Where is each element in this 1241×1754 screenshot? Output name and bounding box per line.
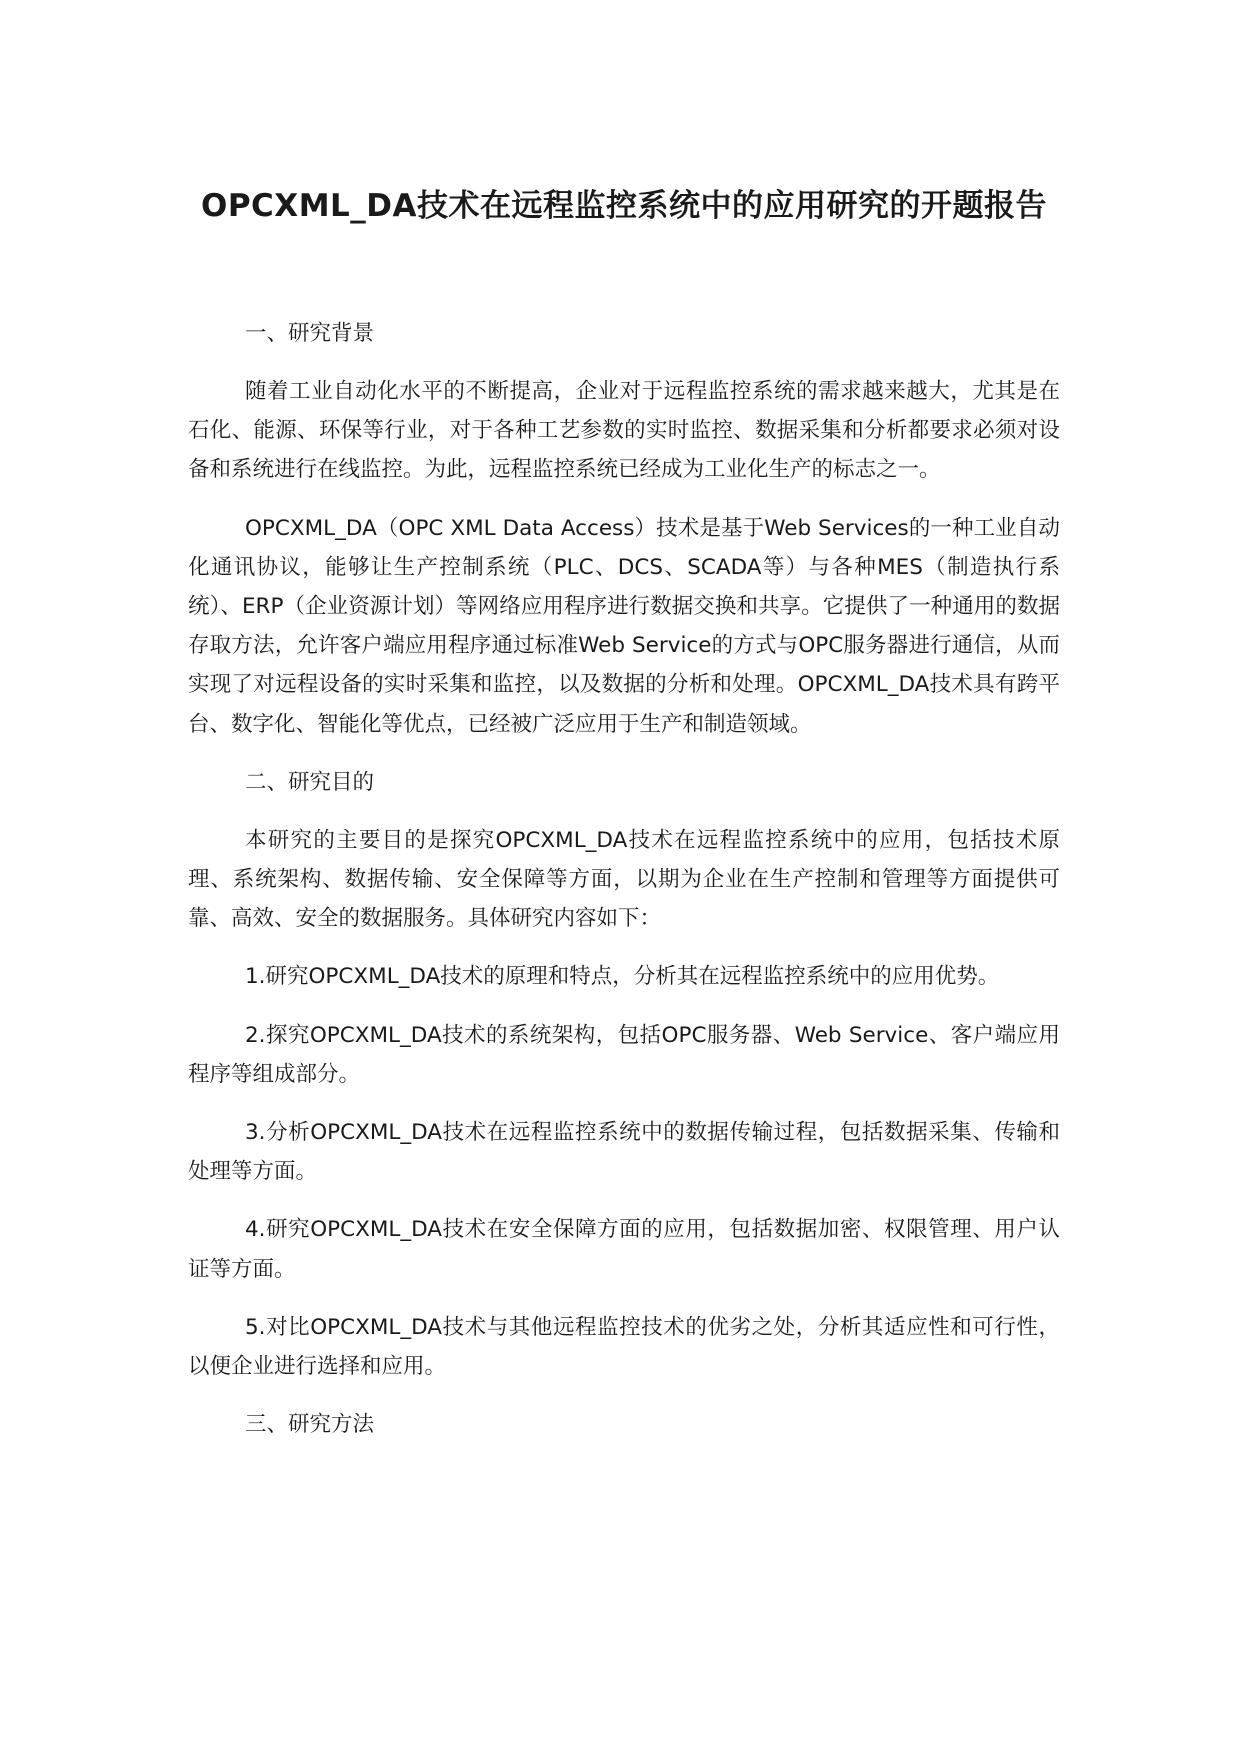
list-item: 2.探究OPCXML_DA技术的系统架构，包括OPC服务器、Web Service、客户端应用程序等组成部分。 <box>188 1022 1060 1087</box>
section-research-background <box>188 314 1060 744</box>
list-item: 5.对比OPCXML_DA技术与其他远程监控技术的优劣之处，分析其适应性和可行性，以便企业进行选择和应用。 <box>188 1314 1060 1380</box>
section-heading: 三、研究方法 <box>245 1412 375 1438</box>
section-research-method <box>188 1405 1060 1444</box>
paragraph: 随着工业自动化水平的不断提高，企业对于远程监控系统的需求越来越大，尤其是在石化、能源、环保等行业，对于各种工艺参数的实时监控、数据采集和分析都要求必须对设备和系统进行在线监控。为此，远程监控系统已经成为工业化生产的标志之一。 <box>188 379 1060 483</box>
section-research-purpose <box>188 763 1060 1386</box>
document-body <box>188 170 1060 1463</box>
section-heading: 二、研究目的 <box>245 769 375 795</box>
paragraph: OPCXML_DA（OPC XML Data Access）技术是基于Web Services的一种工业自动化通讯协议，能够让生产控制系统（PLC、DCS、SCADA等）与各种MES（制造执行系统）、ERP（企业资源计划）等网络应用程序进行数据交换和共享。它提供了一种通用的数据存取方法，允许客户端应用程序通过标准Web Service的方式与OPC服务器进行通信，从而实现了对远程设备的实时采集和监控，以及数据的分析和处理。OPCXML_DA技术具有跨平台、数字化、智能化等优点，已经被广泛应用于生产和制造领域。 <box>188 515 1060 737</box>
document-title: OPCXML_DA技术在远程监控系统中的应用研究的开题报告 <box>200 188 1048 224</box>
list-item: 1.研究OPCXML_DA技术的原理和特点，分析其在远程监控系统中的应用优势。 <box>245 964 1000 990</box>
section-heading: 一、研究背景 <box>245 321 375 346</box>
list-item: 3.分析OPCXML_DA技术在远程监控系统中的数据传输过程，包括数据采集、传输和处理等方面。 <box>188 1120 1060 1185</box>
list-item: 4.研究OPCXML_DA技术在安全保障方面的应用，包括数据加密、权限管理、用户认证等方面。 <box>188 1217 1060 1282</box>
paragraph: 本研究的主要目的是探究OPCXML_DA技术在远程监控系统中的应用，包括技术原理、系统架构、数据传输、安全保障等方面，以期为企业在生产控制和管理等方面提供可靠、高效、安全的数据服务。具体研究内容如下： <box>188 827 1060 932</box>
